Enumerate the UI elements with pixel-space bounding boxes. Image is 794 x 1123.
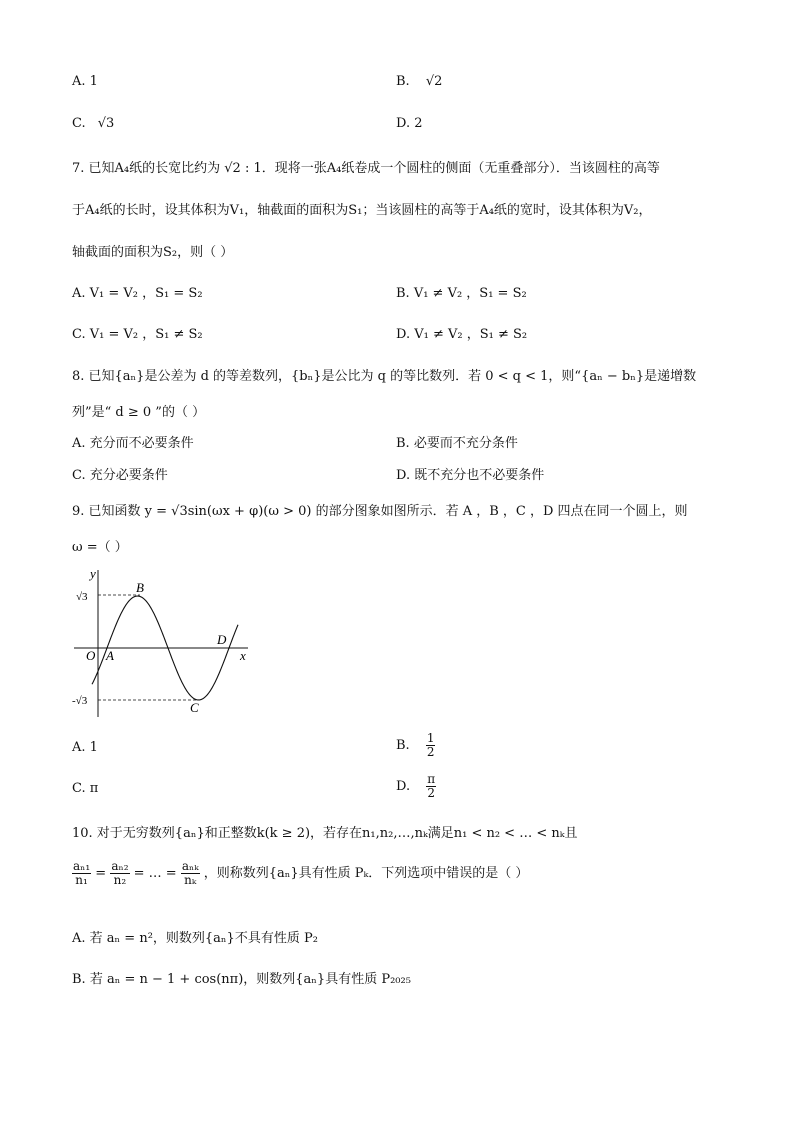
q9-stem-line2: ω =（ ） — [72, 540, 128, 555]
point-b-label: B — [136, 580, 144, 595]
q10-stem-line2 — [72, 860, 528, 887]
q9-option-d — [396, 773, 436, 800]
q6-option-b — [396, 74, 442, 89]
point-a-label: A — [106, 648, 114, 663]
q10-fraction-1 — [72, 860, 91, 887]
q9-stem-line1: 9. 已知函数 y = √3sin(ωx + φ)(ω > 0) 的部分图象如图所示．若 A ，B ，C ，D 四点在同一个圆上，则 — [72, 504, 688, 519]
q10-fraction-3-denominator: nₖ — [184, 873, 197, 887]
q9-option-b-label: B. — [396, 738, 410, 753]
q6-option-a: A. 1 — [72, 74, 98, 89]
q7-option-d: D. V₁ ≠ V₂ ，S₁ ≠ S₂ — [396, 327, 528, 342]
q7-option-c: C. V₁ = V₂ ，S₁ ≠ S₂ — [72, 327, 203, 342]
point-d-label: D — [217, 632, 227, 647]
q8-option-b: B. 必要而不充分条件 — [396, 436, 518, 451]
q10-equals-2: = … = — [133, 866, 177, 881]
q7-stem-line3: 轴截面的面积为S₂，则（ ） — [72, 245, 234, 260]
q9-option-d-numerator: π — [427, 772, 436, 786]
q10-option-a: A. 若 aₙ = n²，则数列{aₙ}不具有性质 P₂ — [72, 931, 318, 946]
q10-fraction-2-denominator: n₂ — [113, 873, 127, 887]
q10-stem-line2-text: ，则称数列{aₙ}具有性质 Pₖ．下列选项中错误的是（ ） — [203, 866, 529, 881]
q8-option-a: A. 充分而不必要条件 — [72, 436, 194, 451]
q6-option-d: D. 2 — [396, 116, 423, 131]
q9-sine-graph — [70, 562, 260, 722]
q9-option-c: C. π — [72, 781, 99, 796]
q8-stem-line1: 8. 已知{aₙ}是公差为 d 的等差数列，{bₙ}是公比为 q 的等比数列．若 0 < q < 1，则“{aₙ − bₙ}是递增数 — [72, 369, 697, 384]
q7-stem-line1: 7. 已知A₄纸的长宽比约为 √2 : 1．现将一张A₄纸卷成一个圆柱的侧面（无重叠部分）．当该圆柱的高等 — [72, 161, 660, 176]
q9-option-d-denominator: 2 — [427, 786, 435, 800]
q10-fraction-1-numerator: aₙ₁ — [73, 859, 91, 873]
q10-fraction-1-denominator: n₁ — [75, 873, 88, 887]
q9-option-b — [396, 732, 435, 759]
q10-equals-1: = — [95, 866, 107, 881]
q9-option-b-denominator: 2 — [426, 745, 435, 759]
q6-option-c-value: √3 — [97, 116, 115, 131]
q9-option-a: A. 1 — [72, 740, 98, 755]
q6-option-b-value: √2 — [425, 74, 443, 89]
q8-option-c: C. 充分必要条件 — [72, 468, 168, 483]
q10-fraction-3 — [181, 860, 200, 887]
q9-option-b-fraction — [426, 732, 436, 759]
q10-fraction-2-numerator: aₙ₂ — [111, 859, 129, 873]
q7-option-a: A. V₁ = V₂ ，S₁ = S₂ — [72, 286, 203, 301]
origin-label: O — [86, 648, 96, 663]
y-tick-top-label: √3 — [76, 591, 88, 603]
y-axis-label: y — [90, 566, 96, 581]
q9-option-b-numerator: 1 — [426, 731, 435, 745]
q8-option-d: D. 既不充分也不必要条件 — [396, 468, 545, 483]
q7-stem-line2: 于A₄纸的长时，设其体积为V₁，轴截面的面积为S₁；当该圆柱的高等于A₄纸的宽时，设其体积为V₂， — [72, 203, 652, 218]
q10-fraction-2 — [110, 860, 129, 887]
q10-fraction-3-numerator: aₙₖ — [181, 859, 199, 873]
q6-option-c — [72, 116, 114, 131]
q9-option-d-fraction — [426, 773, 436, 800]
y-tick-bottom-label: -√3 — [72, 695, 88, 707]
q6-option-c-label: C. — [72, 116, 86, 131]
q8-stem-line2: 列”是“ d ≥ 0 ”的（ ） — [72, 405, 206, 420]
q6-option-b-label: B. — [396, 74, 410, 89]
q9-option-d-label: D. — [396, 779, 411, 794]
x-axis-label: x — [240, 648, 246, 663]
q10-stem-line1: 10. 对于无穷数列{aₙ}和正整数k(k ≥ 2)，若存在n₁,n₂,…,nₖ满足n₁ < n₂ < … < nₖ且 — [72, 826, 578, 841]
point-c-label: C — [190, 700, 199, 715]
q7-option-b: B. V₁ ≠ V₂ ，S₁ = S₂ — [396, 286, 527, 301]
q10-option-b: B. 若 aₙ = n − 1 + cos(nπ)，则数列{aₙ}具有性质 P₂₀₂₅ — [72, 972, 411, 987]
